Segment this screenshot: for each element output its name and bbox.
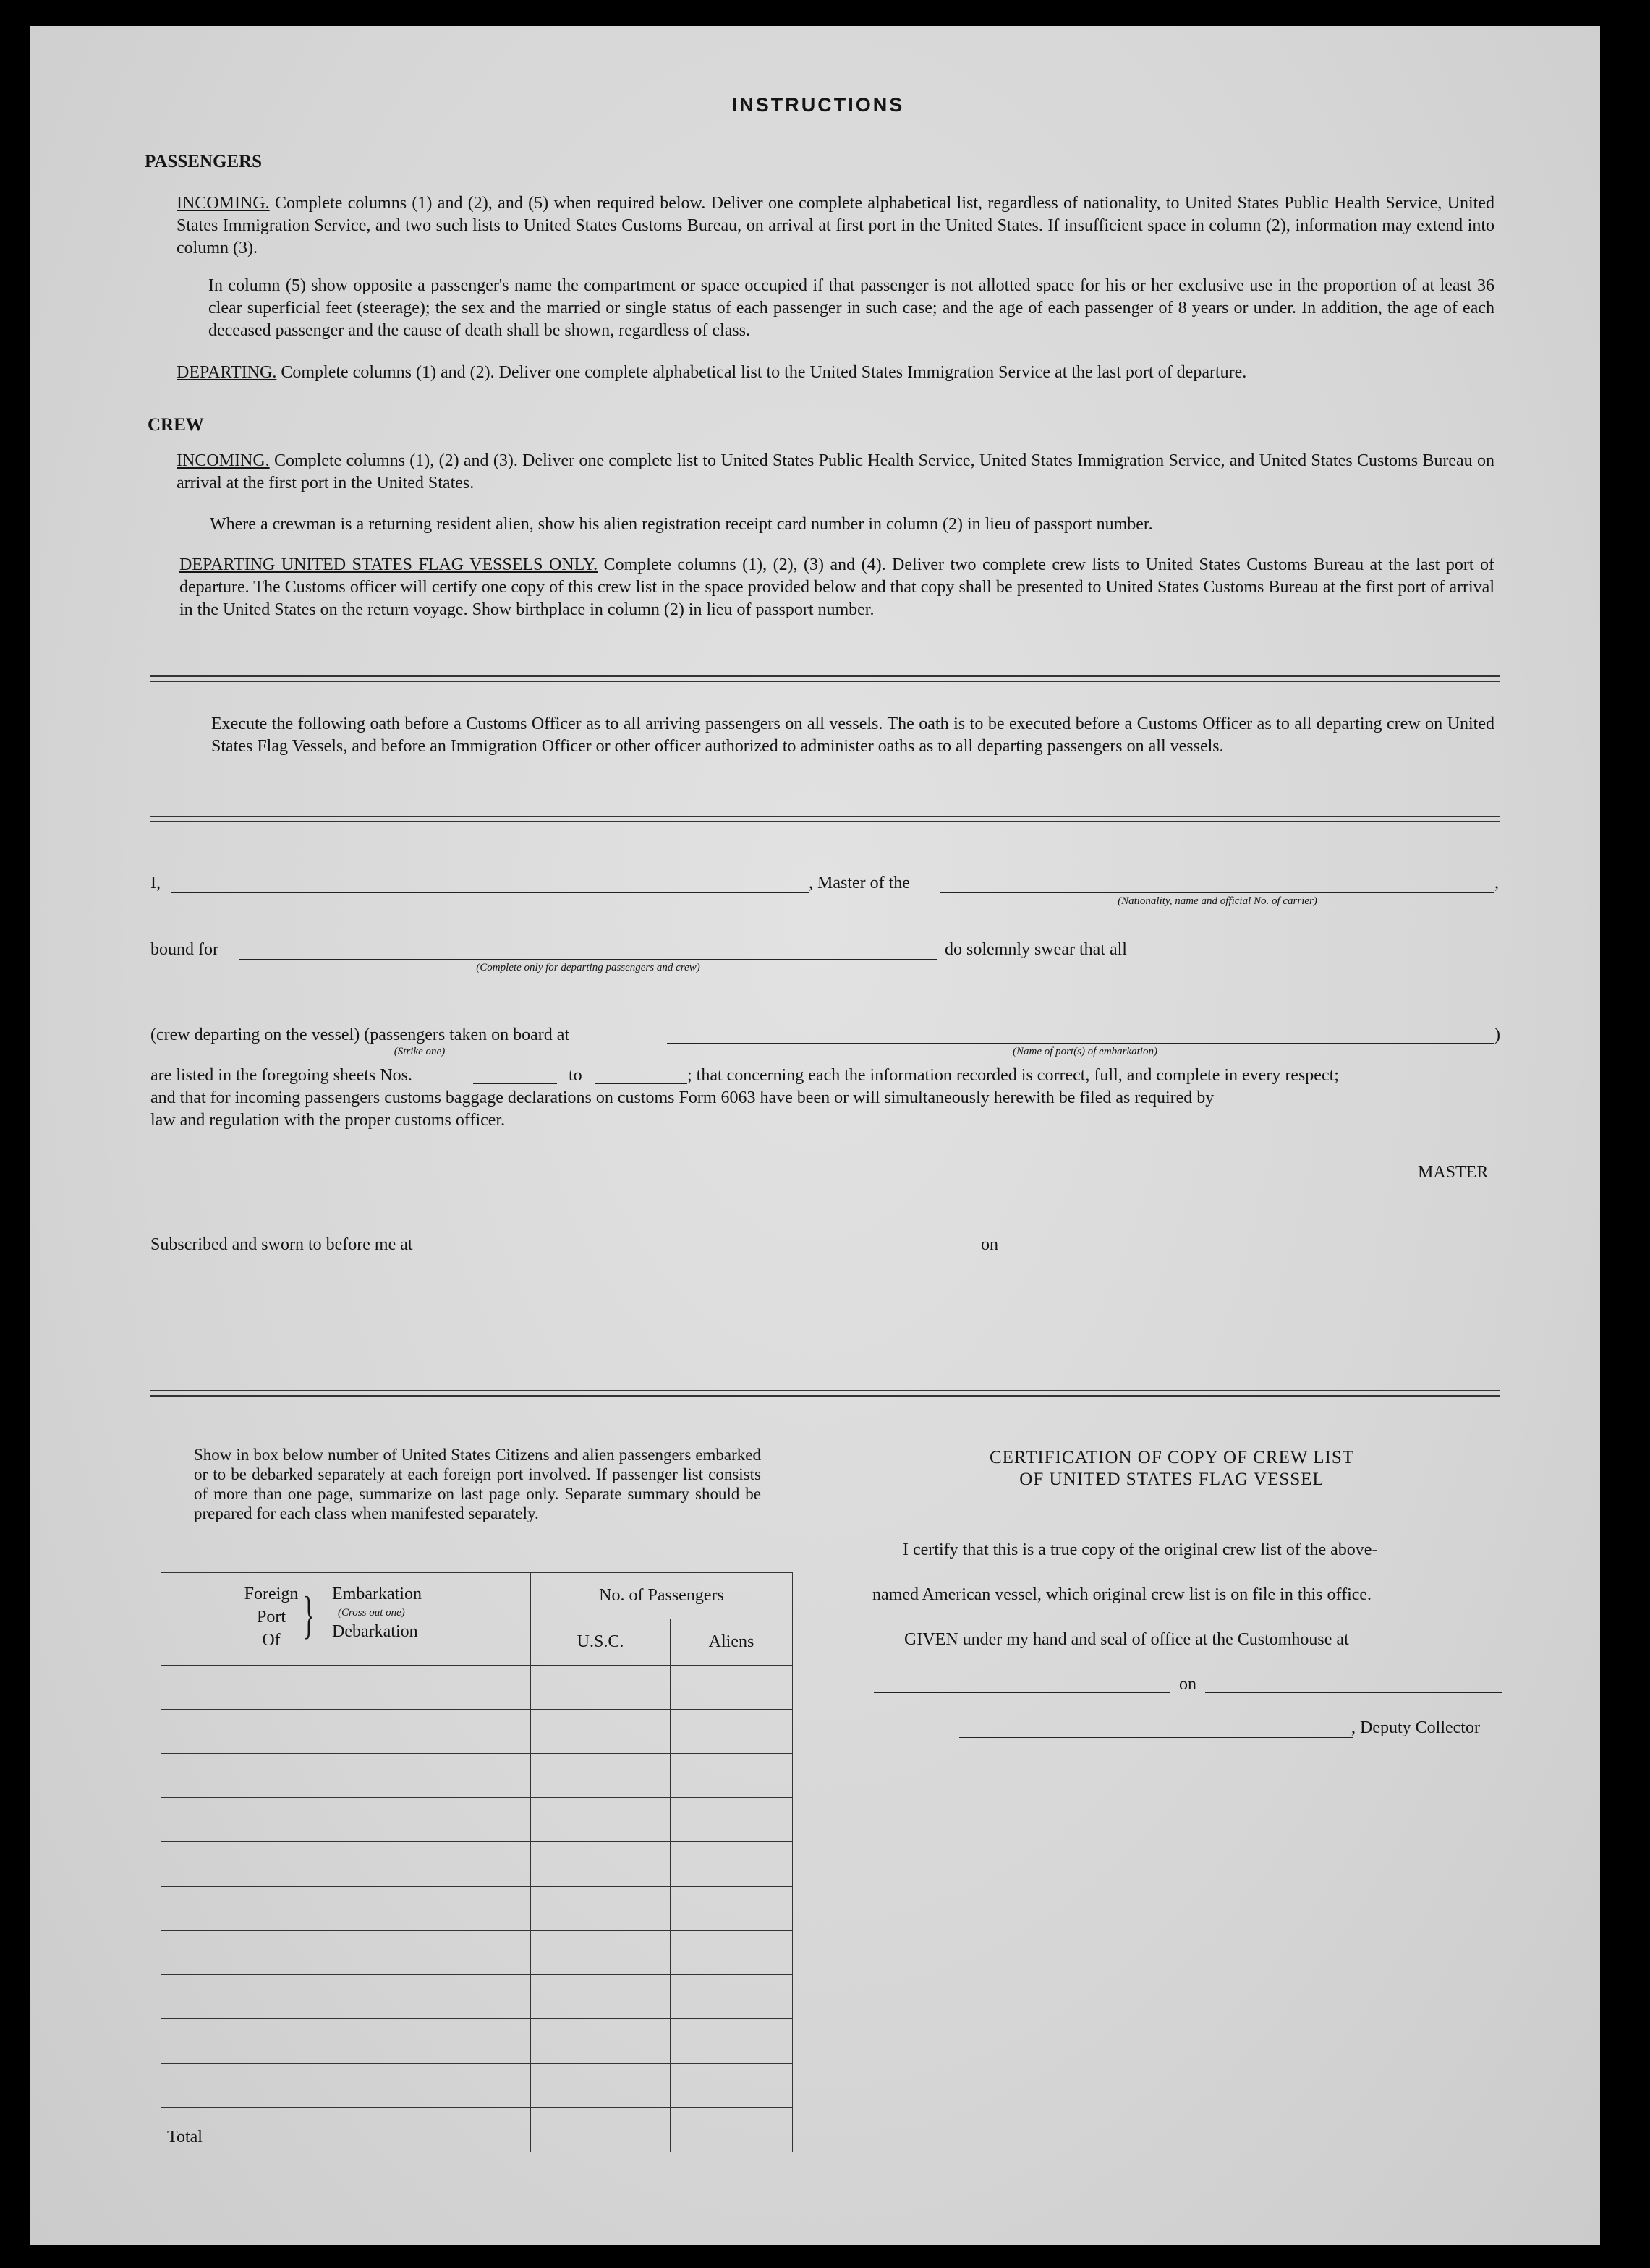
crew-incoming-label: INCOMING. <box>177 451 270 470</box>
port-cell[interactable] <box>161 1709 531 1753</box>
crew-incoming-paragraph <box>177 450 1494 495</box>
aliens-cell[interactable] <box>671 1842 793 1886</box>
port-cell[interactable] <box>161 2019 531 2063</box>
aliens-cell[interactable] <box>671 1930 793 1974</box>
master-label: MASTER <box>1418 1163 1489 1182</box>
passengers-departing-paragraph <box>177 362 1494 384</box>
port-label: Port <box>256 1608 286 1627</box>
nationality-caption: (Nationality, name and official No. of carrier) <box>1118 895 1317 907</box>
of-label: Of <box>262 1631 281 1650</box>
port-cell[interactable] <box>161 1753 531 1797</box>
to-label: to <box>569 1066 582 1085</box>
sheet-to-field[interactable] <box>595 1083 687 1084</box>
oath-i-label: I, <box>150 874 161 892</box>
crew-departing-paragraph <box>179 554 1494 621</box>
passengers-incoming-label: INCOMING. <box>177 194 270 213</box>
aliens-cell[interactable] <box>671 1753 793 1797</box>
given-text: GIVEN under my hand and seal of office at the Customhouse at <box>904 1630 1349 1649</box>
usc-cell[interactable] <box>531 1753 671 1797</box>
section-divider-1 <box>150 675 1500 682</box>
cross-out-caption: (Cross out one) <box>338 1607 405 1619</box>
certify-line-2: named American vessel, which original crew list is on file in this office. <box>872 1585 1372 1604</box>
usc-cell[interactable] <box>531 1665 671 1709</box>
page-title: INSTRUCTIONS <box>731 94 905 116</box>
port-cell[interactable] <box>161 1798 531 1842</box>
port-cell[interactable] <box>161 2063 531 2107</box>
aliens-header: Aliens <box>671 1619 793 1665</box>
total-aliens-cell[interactable] <box>671 2107 793 2152</box>
passenger-summary-table <box>161 1572 793 2152</box>
embarkation-ports-field[interactable] <box>667 1043 1494 1044</box>
port-cell[interactable] <box>161 1665 531 1709</box>
table-row <box>161 1798 793 1842</box>
certification-heading-1: CERTIFICATION OF COPY OF CREW LIST <box>989 1448 1355 1467</box>
sworn-on-label: on <box>981 1235 998 1254</box>
aliens-cell[interactable] <box>671 1886 793 1930</box>
usc-header: U.S.C. <box>531 1619 671 1665</box>
solemnly-swear-text: do solemnly swear that all <box>945 940 1127 959</box>
passengers-departing-text: Complete columns (1) and (2). Deliver one complete alphabetical list to the United States Immigration Service at the last port of departure. <box>281 363 1247 382</box>
complete-only-caption: (Complete only for departing passengers and crew) <box>476 962 700 973</box>
port-cell[interactable] <box>161 1886 531 1930</box>
embarkation-label: Embarkation <box>332 1585 422 1604</box>
total-label: Total <box>161 2107 531 2152</box>
usc-cell[interactable] <box>531 1709 671 1753</box>
oath-master-of-label: , Master of the <box>809 874 910 892</box>
no-of-passengers-header: No. of Passengers <box>531 1573 793 1619</box>
crew-resident-paragraph: Where a crewman is a returning resident alien, show his alien registration receipt card number in column (2) in lieu of passport number. <box>210 515 1153 534</box>
deputy-collector-label: , Deputy Collector <box>1351 1718 1480 1737</box>
port-cell[interactable] <box>161 1930 531 1974</box>
summary-instructions: Show in box below number of United States Citizens and alien passengers embarked or to be debarked separately at each foreign port involved. If passenger list consists of more than one page, summarize on last page only. Separate summary should be prepared for each class when manifested separately. <box>194 1446 761 1522</box>
customhouse-field[interactable] <box>874 1692 1170 1693</box>
strike-one-caption: (Strike one) <box>394 1046 446 1057</box>
table-row <box>161 1753 793 1797</box>
cert-date-field[interactable] <box>1205 1692 1502 1693</box>
table-row <box>161 1975 793 2019</box>
port-cell[interactable] <box>161 1975 531 2019</box>
sheet-from-field[interactable] <box>473 1083 557 1084</box>
section-divider-3 <box>150 1390 1500 1397</box>
usc-cell[interactable] <box>531 1975 671 2019</box>
aliens-cell[interactable] <box>671 1709 793 1753</box>
cert-on-label: on <box>1179 1675 1196 1694</box>
brace-glyph: } <box>303 1586 315 1645</box>
port-header-cell <box>161 1573 531 1666</box>
table-row <box>161 1709 793 1753</box>
bound-for-label: bound for <box>150 940 218 959</box>
passengers-incoming-text: Complete columns (1) and (2), and (5) when required below. Deliver one complete alphabetical list, regardless of nationality, to United States Public Health Service, United States Immigration Service, and two such lists to United States Customs Bureau, on arrival at first port in the United States. If insufficient space in column (2), information may extend into column (3). <box>177 194 1494 257</box>
crew-incoming-text: Complete columns (1), (2) and (3). Deliver one complete list to United States Public Health Service, United States Immigration Service, and United States Customs Bureau on arrival at the first port in the United States. <box>177 451 1495 493</box>
crew-heading: CREW <box>148 415 204 435</box>
carrier-field[interactable] <box>940 892 1494 893</box>
table-row <box>161 1886 793 1930</box>
declaration-line-2: and that for incoming passengers customs baggage declarations on customs Form 6063 have been or will simultaneously herewith be filed as required by <box>150 1088 1215 1107</box>
passengers-heading: PASSENGERS <box>145 152 263 171</box>
aliens-cell[interactable] <box>671 1975 793 2019</box>
passengers-column5-paragraph: In column (5) show opposite a passenger's name the compartment or space occupied if that passenger is not allotted space for his or her exclusive use in the proportion of at least 36 clear superficial feet (steerage); the sex and the married or single status of each passenger in such case; and the age of each passenger of 8 years or under. In addition, the age of each deceased passenger and the cause of death shall be shown, regardless of class. <box>208 276 1494 340</box>
listed-rest-text: ; that concerning each the information recorded is correct, full, and complete in every respect; <box>687 1066 1339 1085</box>
usc-cell[interactable] <box>531 1930 671 1974</box>
debarkation-label: Debarkation <box>332 1622 418 1642</box>
table-row <box>161 1930 793 1974</box>
declaration-line-3: law and regulation with the proper customs officer. <box>150 1111 506 1130</box>
bound-for-field[interactable] <box>239 959 937 960</box>
oath-intro-paragraph: Execute the following oath before a Customs Officer as to all arriving passengers on all vessels. The oath is to be executed before a Customs Officer as to all departing crew on United States Flag Vessels, and before an Immigration Officer or other officer authorized to administer oaths as to all departing passengers on all vessels. <box>211 715 1494 756</box>
deputy-collector-signature-field[interactable] <box>959 1737 1353 1738</box>
table-row <box>161 1842 793 1886</box>
usc-cell[interactable] <box>531 2019 671 2063</box>
port-cell[interactable] <box>161 1842 531 1886</box>
table-row <box>161 1665 793 1709</box>
subscribed-text: Subscribed and sworn to before me at <box>150 1235 413 1254</box>
passengers-incoming-paragraph <box>177 192 1494 260</box>
listed-in-text: are listed in the foregoing sheets Nos. <box>150 1066 412 1085</box>
aliens-cell[interactable] <box>671 1665 793 1709</box>
table-row <box>161 2063 793 2107</box>
total-row <box>161 2107 793 2152</box>
table-row <box>161 2019 793 2063</box>
crew-departing-text: (crew departing on the vessel) (passengers taken on board at <box>150 1026 570 1044</box>
usc-cell[interactable] <box>531 1798 671 1842</box>
total-usc-cell[interactable] <box>531 2107 671 2152</box>
aliens-cell[interactable] <box>671 1798 793 1842</box>
foreign-label: Foreign <box>244 1585 299 1604</box>
passengers-departing-label: DEPARTING. <box>177 363 277 382</box>
certify-line-1: I certify that this is a true copy of the original crew list of the above- <box>903 1540 1378 1559</box>
aliens-cell[interactable] <box>671 2019 793 2063</box>
usc-cell[interactable] <box>531 1842 671 1886</box>
comma-glyph: , <box>1494 874 1499 892</box>
usc-cell[interactable] <box>531 1886 671 1930</box>
certification-heading-2: OF UNITED STATES FLAG VESSEL <box>1019 1470 1324 1489</box>
ports-caption: (Name of port(s) of embarkation) <box>1013 1046 1157 1057</box>
aliens-cell[interactable] <box>671 2063 793 2107</box>
crew-departing-label: DEPARTING UNITED STATES FLAG VESSELS ONLY. <box>179 555 598 574</box>
close-paren: ) <box>1494 1026 1500 1044</box>
crew-departing-text: Complete columns (1), (2), (3) and (4). Deliver two complete crew lists to United States Customs Bureau at the last port of departure. The Customs officer will certify one copy of this crew list in the space provided below and that copy shall be presented to United States Customs Bureau at the first port of arrival in the United States on the return voyage. Show birthplace in column (2) in lieu of passport number. <box>179 555 1494 619</box>
usc-cell[interactable] <box>531 2063 671 2107</box>
section-divider-2 <box>150 816 1500 822</box>
master-name-field[interactable] <box>171 892 809 893</box>
